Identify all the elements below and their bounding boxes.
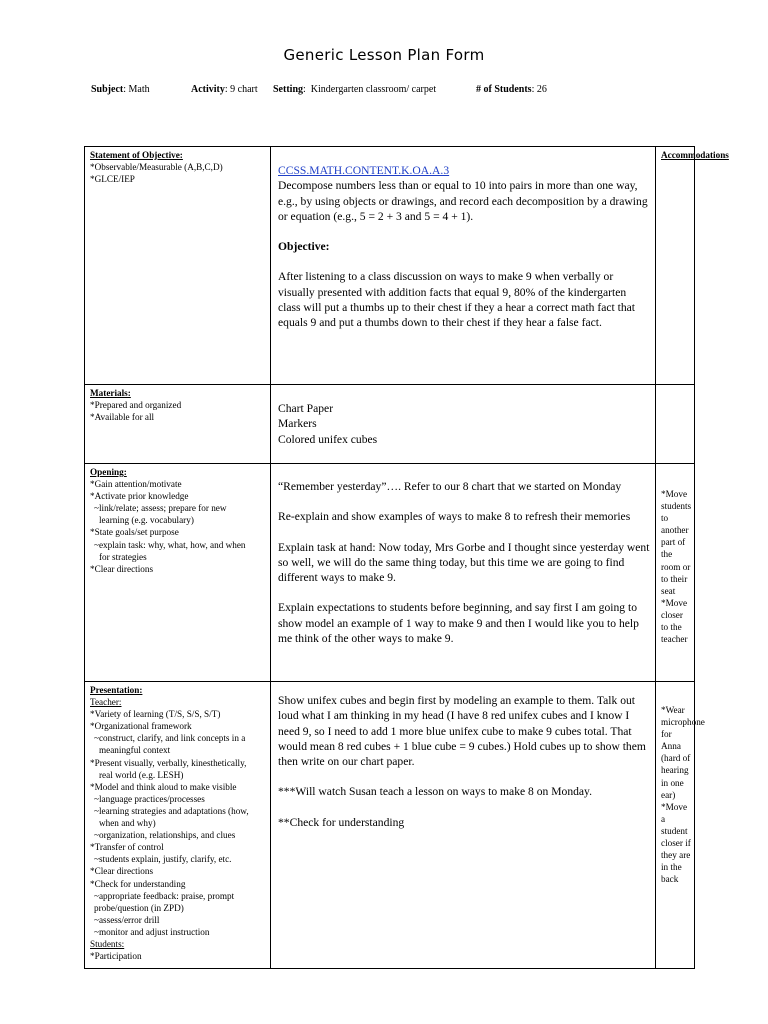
accommodation-item: *Move students to another part of the room or to their seat (661, 489, 692, 596)
row-objective (85, 147, 695, 385)
criteria-line: *Available for all (90, 412, 155, 423)
criteria-line: *Gain attention/motivate (90, 479, 182, 490)
criteria-line: *Check for understanding (90, 878, 186, 889)
criteria-line: *State goals/set purpose (90, 527, 179, 538)
criteria-line: *Model and think aloud to make visible (90, 781, 237, 792)
row-opening (85, 464, 695, 682)
subject-value: Math (128, 84, 150, 95)
students-value: 26 (536, 84, 547, 95)
standard-code-link[interactable]: CCSS.MATH.CONTENT.K.OA.A.3 (278, 164, 450, 177)
criteria-line: *Observable/Measurable (A,B,C,D) (90, 162, 223, 173)
standard-text: Decompose numbers less than or equal to 10 into pairs in more than one way, e.g., by using objects or drawings, and record each decomposition by a drawing or equation (e.g., 5 = 2 + 3 and 5 = 4 + 1). (278, 179, 648, 223)
objective-criteria-cell (85, 147, 271, 385)
accommodations-heading: Accommodations (661, 150, 729, 160)
students-label: # of Students (476, 84, 532, 95)
opening-paragraph: Re-explain and show examples of ways to make 8 to refresh their memories (278, 510, 631, 524)
presentation-paragraph: ***Will watch Susan teach a lesson on ways to make 8 on Monday. (278, 785, 593, 799)
criteria-line: ~language practices/processes (94, 793, 205, 804)
form-title: Generic Lesson Plan Form (283, 46, 485, 64)
setting-value: Kindergarten classroom/ carpet (310, 84, 437, 95)
material-item: Colored unifex cubes (278, 432, 378, 446)
presentation-accommodations-cell (656, 682, 705, 969)
meta-students: # of Students: 26 (476, 84, 547, 95)
criteria-line: real world (e.g. LESH) (99, 769, 184, 780)
row-materials (85, 385, 695, 464)
opening-heading: Opening: (90, 467, 127, 477)
objective-heading: Statement of Objective: (90, 150, 183, 160)
material-item: Markers (278, 417, 317, 431)
criteria-line: *Activate prior knowledge (90, 491, 189, 502)
opening-accommodations-cell (656, 464, 695, 682)
meta-setting: Setting: Kindergarten classroom/ carpet (273, 84, 437, 95)
criteria-line: *Present visually, verbally, kinesthetically, (90, 757, 247, 768)
teacher-label: Teacher: (90, 697, 122, 708)
activity-label: Activity (191, 84, 225, 95)
presentation-paragraph: **Check for understanding (278, 815, 405, 829)
opening-content-cell (271, 464, 656, 682)
row-presentation (85, 682, 695, 969)
opening-paragraph: Explain expectations to students before beginning, and say first I am going to show model an example of 1 way to make 9 and then I would like you to help me think of the other ways to make 9. (278, 601, 639, 646)
opening-paragraph: Explain task at hand: Now today, Mrs Gorbe and I thought since yesterday went so well, we will do the same thing today, but this time we are going to find different ways to make 9. (278, 540, 650, 585)
criteria-line: *Prepared and organized (90, 400, 182, 411)
materials-content-cell (271, 385, 656, 464)
accommodation-item: *Move a student closer if they are in the back (661, 801, 691, 885)
criteria-line: *Variety of learning (T/S, S/S, S/T) (90, 709, 221, 720)
presentation-criteria-cell (85, 682, 271, 969)
subject-label: Subject (91, 84, 124, 95)
criteria-line: for strategies (99, 551, 147, 562)
criteria-line: *GLCE/IEP (90, 174, 135, 185)
accommodation-item: *Move closer to the teacher (661, 597, 688, 645)
lesson-plan-table (84, 146, 729, 969)
opening-criteria-cell (85, 464, 271, 682)
setting-label: Setting (273, 84, 303, 95)
criteria-line: ~assess/error drill (94, 914, 160, 925)
materials-heading: Materials: (90, 388, 131, 398)
meta-activity: Activity: 9 chart (191, 84, 258, 95)
objective-text: After listening to a class discussion on ways to make 9 when verbally or visually presented with addition facts that equal 9, 80% of the kindergarten class will put a thumbs up to their chest if they a hear a correct math fact that equals 9 and put a thumbs down to their chest if they hear a false fact. (278, 270, 636, 330)
criteria-line: ~learning strategies and adaptations (how, (94, 805, 249, 816)
criteria-line: meaningful context (99, 745, 171, 756)
presentation-content-cell (271, 682, 656, 969)
criteria-line: ~students explain, justify, clarify, etc. (94, 854, 232, 865)
presentation-paragraph: Show unifex cubes and begin first by modeling an example to them. Talk out loud what I am thinking in my head (I have 8 red unifex cubes and I know I need 9, so I need to add 1 more blue unifex cube to make 9 cubes total. That would mean 8 red cubes + 1 blue cube = 9 cubes.) Hold cubes up to show them then write on our chart paper. (278, 694, 646, 769)
opening-paragraph: “Remember yesterday”…. Refer to our 8 chart that we started on Monday (278, 480, 622, 493)
criteria-line: ~explain task: why, what, how, and when (94, 539, 246, 550)
criteria-line: ~monitor and adjust instruction (94, 926, 210, 937)
meta-subject: Subject: Math (91, 84, 150, 95)
criteria-line: ~appropriate feedback: praise, prompt (94, 890, 235, 901)
criteria-line: *Clear directions (90, 866, 154, 877)
criteria-line: *Transfer of control (90, 842, 164, 853)
activity-value: 9 chart (230, 84, 258, 95)
materials-criteria-cell (85, 385, 271, 464)
materials-accommodations-cell (656, 385, 695, 464)
presentation-heading: Presentation: (90, 685, 143, 695)
criteria-line: learning (e.g. vocabulary) (99, 515, 194, 526)
material-item: Chart Paper (278, 402, 334, 415)
criteria-line: ~link/relate; assess; prepare for new (94, 503, 227, 514)
accommodations-header-cell (656, 147, 729, 385)
criteria-line: when and why) (99, 818, 156, 829)
criteria-line: ~organization, relationships, and clues (94, 830, 236, 841)
criteria-line: *Participation (90, 951, 142, 962)
objective-label: Objective: (278, 240, 330, 254)
criteria-line: *Clear directions (90, 563, 154, 574)
objective-content-cell (271, 147, 656, 385)
students-sublabel: Students: (90, 938, 125, 949)
criteria-line: *Organizational framework (90, 721, 192, 732)
criteria-line: probe/question (in ZPD) (94, 902, 184, 913)
accommodation-item: *Wear microphone for Anna (hard of hearing in one ear) (661, 705, 705, 800)
criteria-line: ~construct, clarify, and link concepts in a (94, 733, 246, 744)
